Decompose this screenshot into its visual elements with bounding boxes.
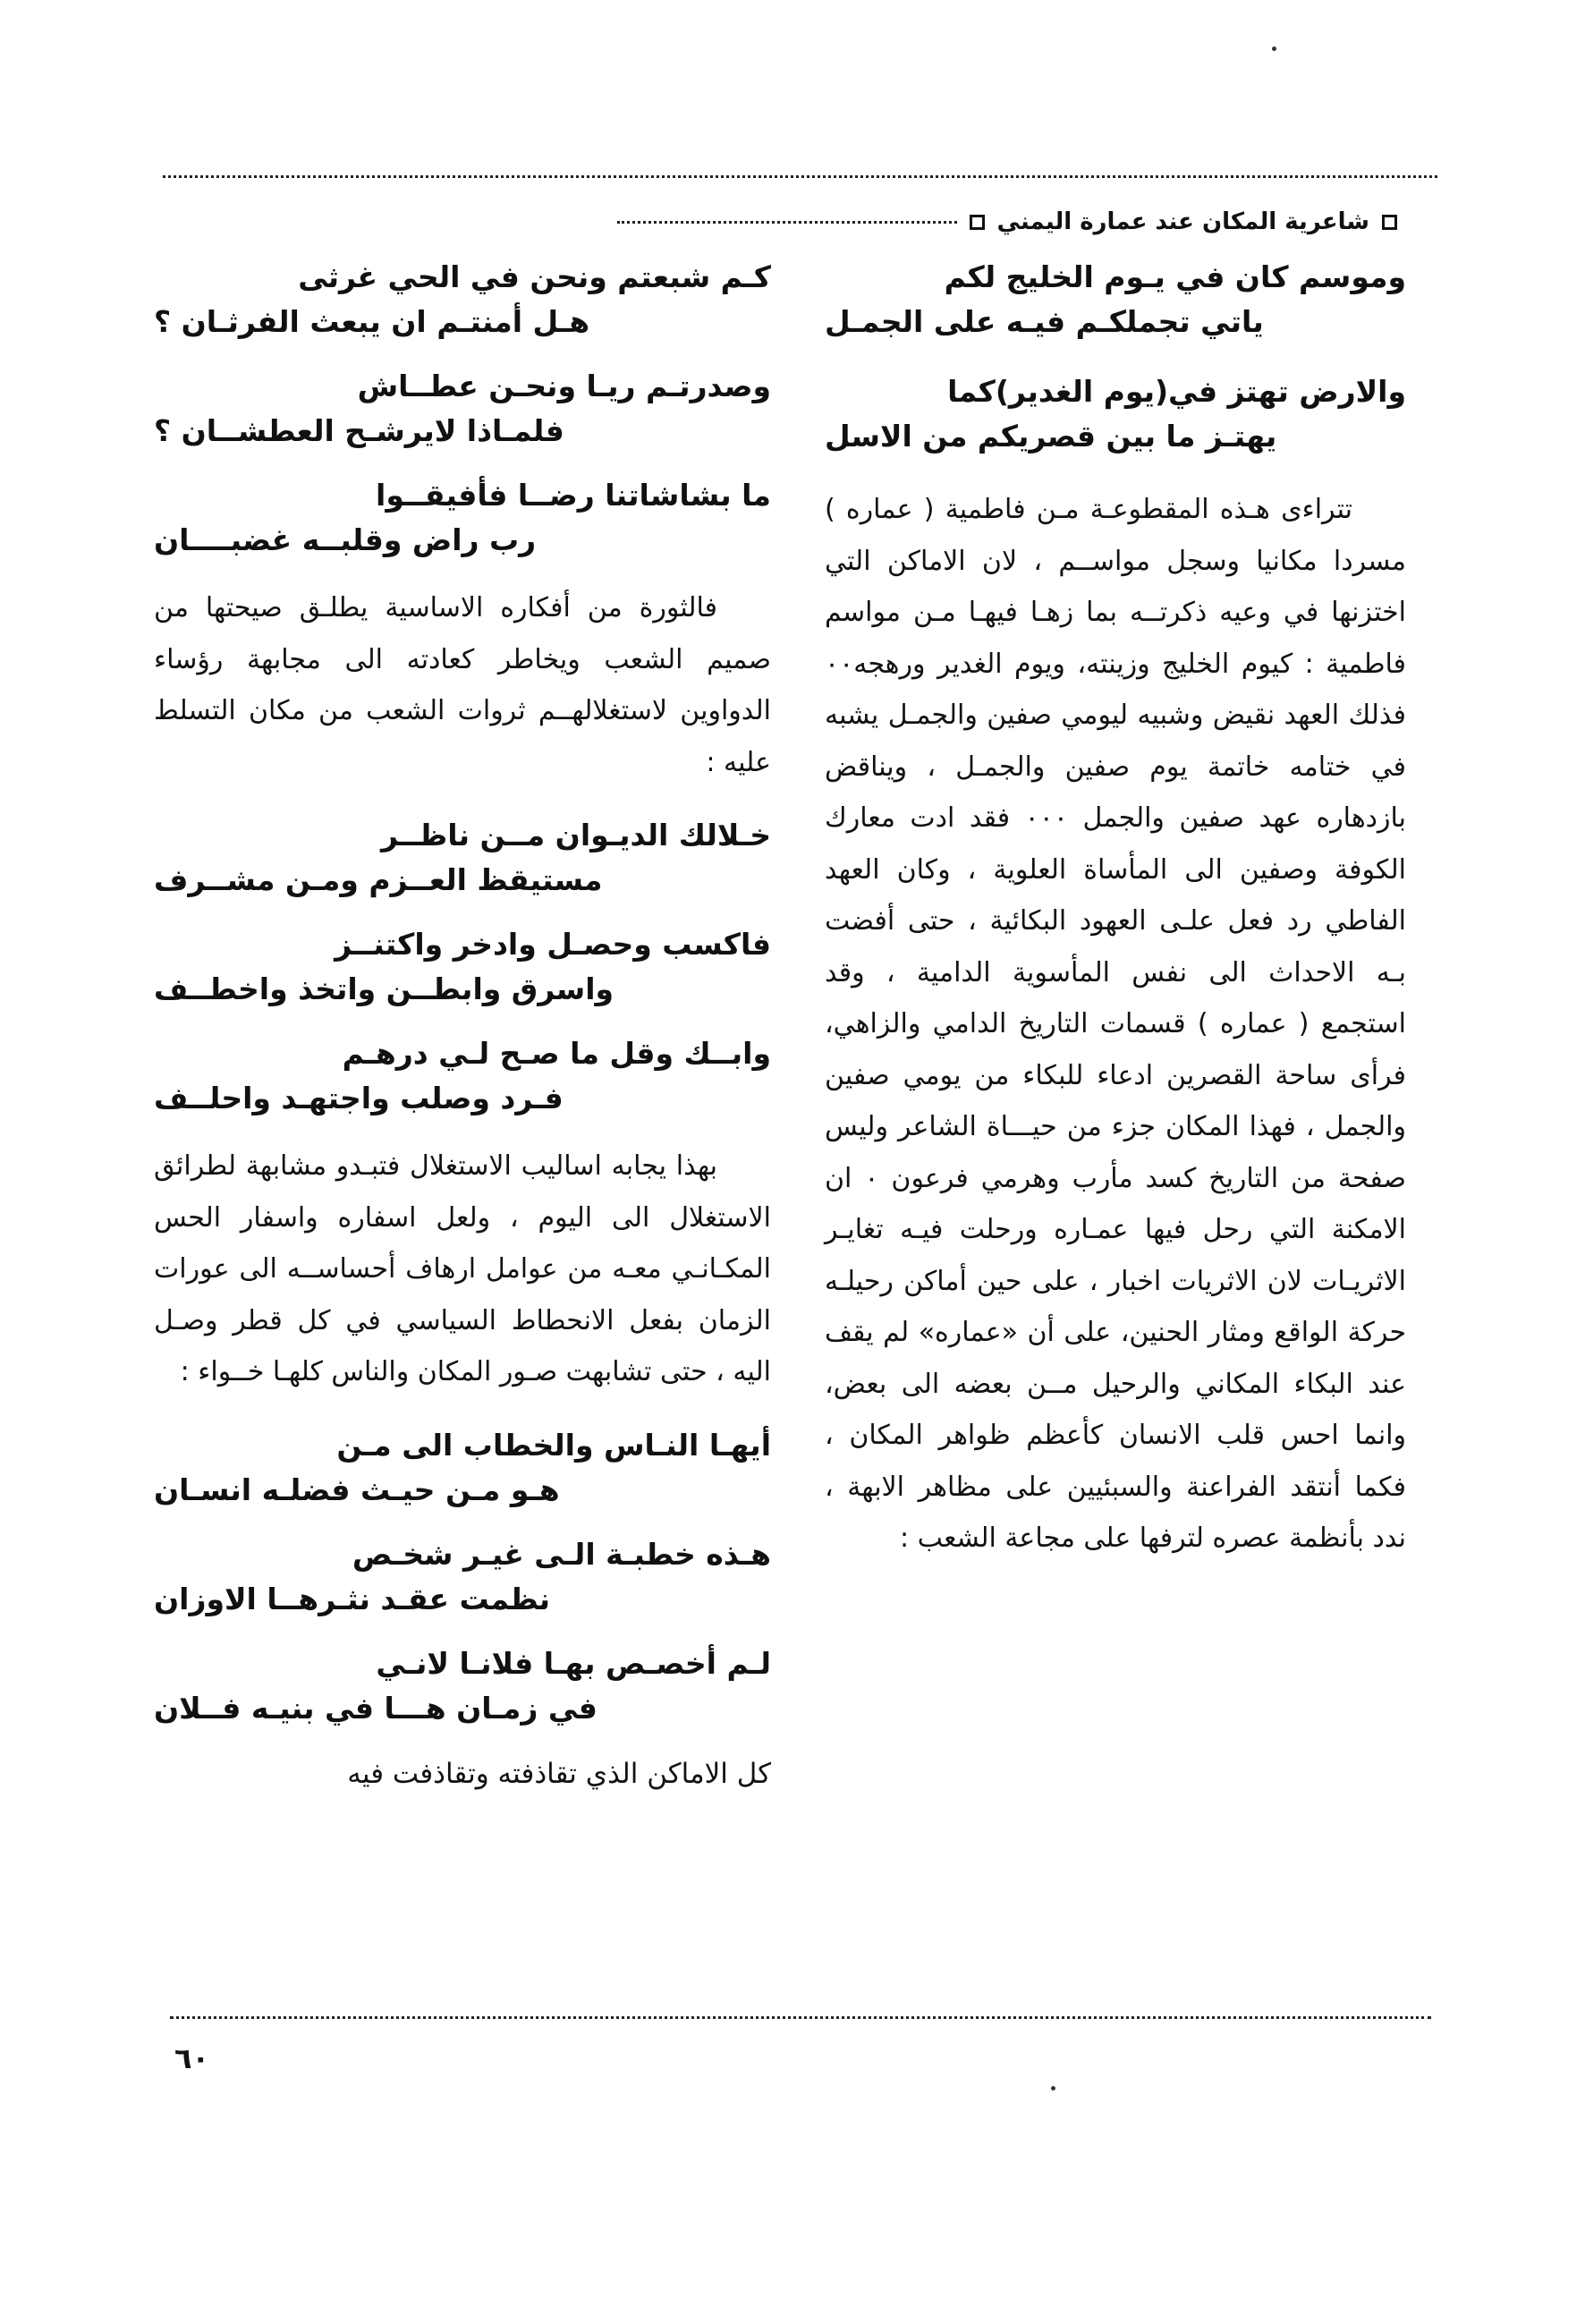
paragraph-text: بهذا يجابه اساليب الاستغلال فتبـدو مشابهة لطرائق الاستغلال الى اليوم ، ولعل اسفاره واسفار الحس المكـانـي معـه من عوامل ارهاف أحساســه الى عورات الزمان بفعل الانحطاط السياسي في كل قطر وصـل اليه ، حتى تشابهت صـور المكان والناس كلهـا خــواء :	[154, 1150, 771, 1387]
square-bullet-icon	[1382, 215, 1397, 230]
square-bullet-icon	[970, 215, 985, 230]
running-title: شاعرية المكان عند عمارة اليمني	[996, 208, 1369, 235]
paragraph-text: تتراءى هـذه المقطوعـة مـن فاطمية ( عماره ) مسردا مكانيا وسجل مواســم ، لان الاماكن التي اختزنها في وعيه ذكرتــه بما زهـا فيهـا مـن مواسم فاطمية : كيوم الخليج وزينته، ويوم الغدير ورهجه٠٠ فذلك العهد نقيض وشبيه ليومي صفين والجمـل يشبه في ختامه خاتمة يوم صفين والجمـل ، ويناقض بازدهاره عهد صفين والجمل ٠٠٠ فقد ادت معارك الكوفة وصفين الى المأساة العلوية ، وكان العهد الفاطي رد فعل علـى العهود البكائية ، حتى أفضت بـه الاحداث الى نفس المأسوية الدامية ، وقد استجمع ( عماره ) قسمات التاريخ الدامي والزاهي، فرأى ساحة القصرين ادعاء للبكاء من يومي صفين والجمل ، فهذا المكان جزء من حيـــاة الشاعر وليس صفحة من التاريخ كسد مأرب وهرمي فرعون ٠ ان الامكنة التي رحل فيها عمـاره ورحلت فيـه تغايـر الاثريـات لان الاثريات اخبار ، على حين أماكن رحيلـه حركة الواقع ومثار الحنين، على أن «عماره» لم يقف عند البكاء المكاني والرحيل مــن بعضه الى بعض، وانما احس قلب الانسان كأعظم ظواهر المكان ، فكما أنتقد الفراعنة والسبئيين على مظاهر الابهة ، ندد بأنظمة عصره لترفها على مجاعة الشعب :	[825, 494, 1406, 1554]
verse-hemistich: فلمـاذا لايرشـح العطشــان ؟	[154, 413, 564, 448]
left-column	[154, 255, 771, 1797]
verse-hemistich: كـم شبعتم ونحن في الحي غرثى	[298, 259, 771, 294]
scan-speck	[1051, 2086, 1055, 2091]
verse-hemistich: مستيقظ العــزم ومـن مشــرف	[154, 862, 603, 897]
verse-hemistich: هـل أمنتـم ان يبعث الفرثـان ؟	[154, 304, 590, 339]
verse-hemistich: أيهـا النـاس والخطاب الى مـن	[336, 1427, 771, 1463]
verse-hemistich: وصدرتـم ريـا ونحـن عطــاش	[357, 369, 771, 403]
verse-hemistich: وموسم كان في يـوم الخليج لكم	[944, 259, 1406, 294]
top-dotted-rule	[163, 175, 1437, 178]
paragraph-text: فالثورة من أفكاره الاساسية يطلـق صيحتها من صميم الشعب ويخاطر كعادته الى مجابهة رؤساء الدواوين لاستغلالهــم ثروات الشعب من مكان التسلط عليه :	[154, 592, 771, 778]
page-number: ٦٠	[174, 2041, 210, 2075]
verse	[154, 922, 771, 1012]
verse	[154, 1532, 771, 1622]
body-paragraph	[154, 582, 771, 788]
header-dotted-leader	[617, 221, 957, 224]
verse-hemistich: هـو مـن حيـث فضلـه انسـان	[154, 1472, 560, 1507]
verse-hemistich: وابــك وقل ما صـح لـي درهـم	[342, 1036, 771, 1071]
running-header	[145, 204, 1397, 240]
verse	[825, 255, 1406, 344]
verse	[154, 364, 771, 454]
verse-hemistich: والارض تهتز في(يوم الغدير)كما	[947, 374, 1406, 409]
verse-hemistich: خـلالك الديـوان مــن ناظــر	[381, 818, 771, 852]
body-paragraph	[825, 484, 1406, 1565]
verse-hemistich: نظمت عقـد نثـرهــا الاوزان	[154, 1581, 551, 1616]
verse-hemistich: في زمـان هـــا في بنيـه فــلان	[154, 1690, 598, 1726]
verse-hemistich: فاكسب وحصـل وادخر واكتنــز	[335, 927, 771, 962]
verse	[154, 1423, 771, 1513]
verse-hemistich: لـم أخصـص بهـا فلانـا لانـي	[376, 1645, 771, 1681]
verse-hemistich: ياتي تجملكـم فيـه على الجمـل	[825, 304, 1264, 339]
verse-hemistich: فـرد وصلب واجتهـد واحلــف	[154, 1081, 564, 1115]
verse-hemistich: رب راض وقلبــه غضبــــان	[154, 522, 537, 557]
verse-hemistich: يهتـز ما بين قصريكم من الاسل	[825, 419, 1277, 454]
bottom-dotted-rule	[170, 2016, 1431, 2019]
verse	[825, 369, 1406, 459]
verse	[154, 1031, 771, 1121]
right-column	[825, 255, 1406, 1590]
body-paragraph	[154, 1141, 771, 1398]
verse	[154, 1641, 771, 1731]
verse	[154, 473, 771, 563]
verse	[154, 255, 771, 344]
verse-hemistich: واسرق وابطــن واتخذ واخطــف	[154, 971, 615, 1006]
verse-hemistich: هـذه خطبـة الـى غيـر شخـص	[352, 1536, 771, 1572]
continued-text: كل الاماكن الذي تقاذفته وتقاذفت فيه	[347, 1757, 771, 1790]
verse	[154, 813, 771, 903]
verse-hemistich: ما بشاشاتنا رضــا فأفيقــوا	[376, 478, 771, 513]
scan-speck	[1272, 47, 1276, 51]
